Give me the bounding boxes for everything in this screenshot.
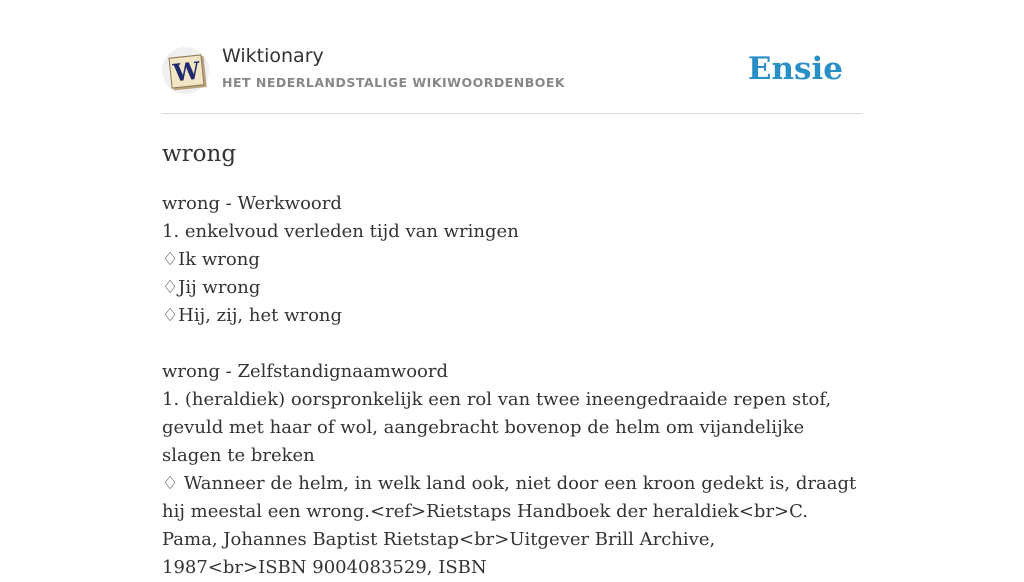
definitions [162,190,862,582]
site-header [162,0,862,114]
definition-section-noun [162,358,862,582]
definition-text: 1. (heraldiek) oorspronkelijk een rol van twee ineengedraaide repen stof, gevuld met haar of wol, aangebracht bovenop de helm om vijandelijke slagen te breken [162,389,832,466]
site-tagline: HET NEDERLANDSTALIGE WIKIWOORDENBOEK [222,75,566,90]
section-heading: wrong - Zelfstandignaamwoord [162,361,448,382]
logo-tile-icon: W [168,54,204,88]
example-text: ♢Jij wrong [162,277,261,298]
definition-text: 1. enkelvoud verleden tijd van wringen [162,221,519,242]
wiktionary-logo[interactable] [162,47,209,94]
example-text: ♢ Wanneer de helm, in welk land ook, niet door een kroon gedekt is, draagt hij meestal een wrong.<ref>Rietstaps Handboek der heraldiek<br>C. Pama, Johannes Baptist Rietstap<br>Uitgever Brill Archive, 1987<br>ISBN 9004083529, ISBN [162,473,857,578]
example-text: ♢Hij, zij, het wrong [162,305,343,326]
ensie-brand-link[interactable]: Ensie [747,51,843,87]
page-title: wrong [162,141,237,167]
definition-section-verb [162,190,862,330]
page [162,0,862,582]
section-heading: wrong - Werkwoord [162,193,342,214]
site-name[interactable]: Wiktionary [222,45,324,67]
example-text: ♢Ik wrong [162,249,260,270]
